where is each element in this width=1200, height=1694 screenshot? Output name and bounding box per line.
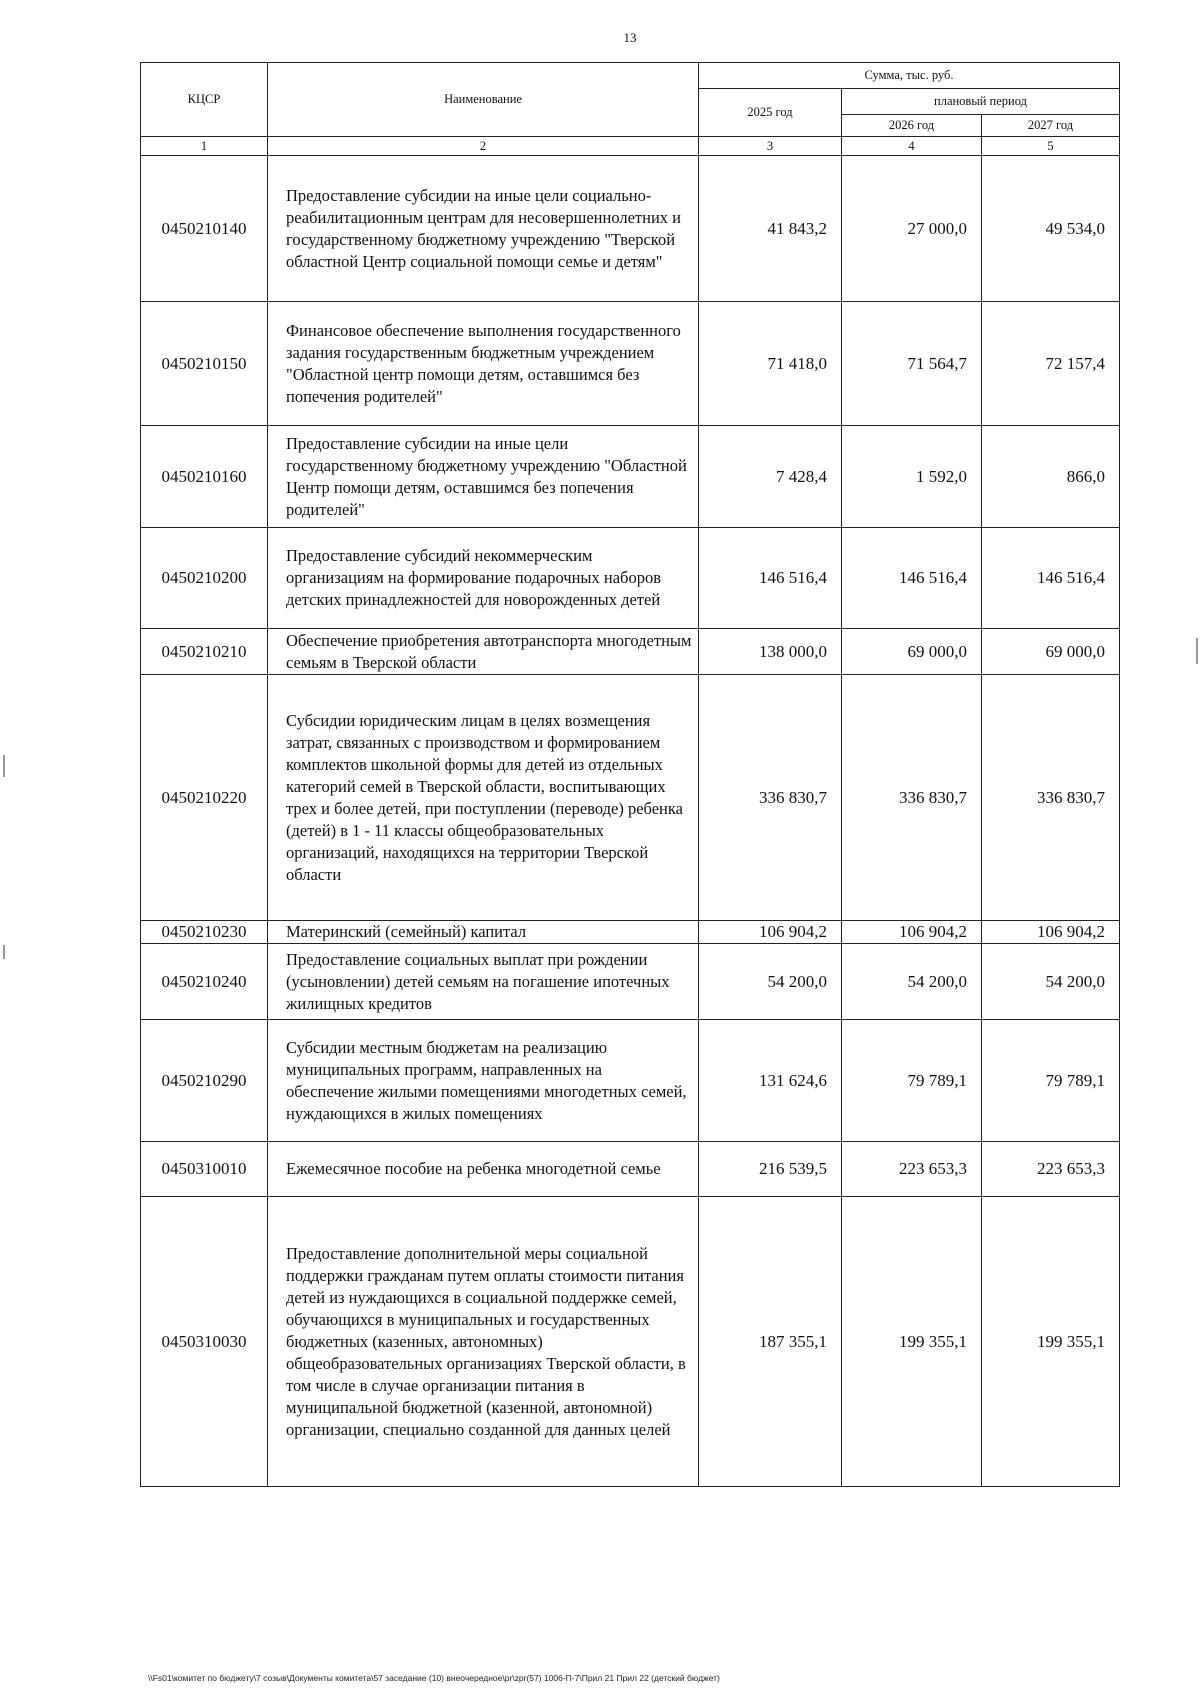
header-sum: Сумма, тыс. руб. (699, 63, 1120, 89)
row-code: 0450210140 (141, 156, 268, 302)
budget-table (140, 62, 1120, 1487)
row-code: 0450210210 (141, 629, 268, 675)
row-value-2025: 336 830,7 (699, 675, 842, 921)
row-value-2026: 146 516,4 (842, 528, 982, 629)
row-name: Субсидии местным бюджетам на реализацию муниципальных программ, направленных на обеспечение жилыми помещениями многодетных семей, нуждающихся в жилых помещениях (268, 1020, 699, 1142)
row-code: 0450210290 (141, 1020, 268, 1142)
row-value-2027: 106 904,2 (982, 921, 1120, 944)
row-value-2025: 131 624,6 (699, 1020, 842, 1142)
row-name: Предоставление субсидии на иные цели государственному бюджетному учреждению "Областной Центр помощи детям, оставшимся без попечения родителей" (268, 426, 699, 528)
row-value-2025: 7 428,4 (699, 426, 842, 528)
row-value-2025: 187 355,1 (699, 1197, 842, 1487)
row-value-2025: 216 539,5 (699, 1142, 842, 1197)
table-row (141, 675, 1120, 921)
row-value-2026: 223 653,3 (842, 1142, 982, 1197)
row-code: 0450210200 (141, 528, 268, 629)
row-value-2026: 54 200,0 (842, 944, 982, 1020)
row-value-2025: 146 516,4 (699, 528, 842, 629)
row-name: Субсидии юридическим лицам в целях возмещения затрат, связанных с производством и формированием комплектов школьной формы для детей из отдельных категорий семей в Тверской области, воспитывающих трех и более детей, при поступлении (переводе) ребенка (детей) в 1 - 11 классы общеобразовательных организаций, находящихся на территории Тверской области (268, 675, 699, 921)
column-number: 5 (982, 137, 1120, 156)
row-value-2027: 49 534,0 (982, 156, 1120, 302)
row-value-2027: 69 000,0 (982, 629, 1120, 675)
row-name: Предоставление дополнительной меры социальной поддержки гражданам путем оплаты стоимости питания детей из нуждающихся в социальной поддержке семей, обучающихся в муниципальных и государственных бюджетных (казенных, автономных) общеобразовательных организациях Тверской области, в том числе в случае организации питания в муниципальной бюджетной (казенной, автономной) организации, специально созданной для данных целей (268, 1197, 699, 1487)
row-value-2026: 199 355,1 (842, 1197, 982, 1487)
table-header (141, 63, 1120, 156)
column-number: 3 (699, 137, 842, 156)
table-row (141, 156, 1120, 302)
column-number: 2 (268, 137, 699, 156)
column-number: 1 (141, 137, 268, 156)
table-row (141, 1142, 1120, 1197)
row-value-2025: 41 843,2 (699, 156, 842, 302)
scan-artifact (3, 945, 5, 959)
row-value-2026: 336 830,7 (842, 675, 982, 921)
row-value-2027: 199 355,1 (982, 1197, 1120, 1487)
row-name: Обеспечение приобретения автотранспорта многодетным семьям в Тверской области (268, 629, 699, 675)
scan-artifact (3, 755, 5, 777)
header-kcsr: КЦСР (141, 63, 268, 137)
row-value-2027: 866,0 (982, 426, 1120, 528)
row-value-2026: 106 904,2 (842, 921, 982, 944)
row-value-2026: 69 000,0 (842, 629, 982, 675)
row-name: Предоставление субсидий некоммерческим организациям на формирование подарочных наборов детских принадлежностей для новорожденных детей (268, 528, 699, 629)
row-value-2025: 71 418,0 (699, 302, 842, 426)
header-year-2027: 2027 год (982, 115, 1120, 137)
row-name: Материнский (семейный) капитал (268, 921, 699, 944)
row-name: Предоставление субсидии на иные цели социально-реабилитационным центрам для несовершеннолетних и государственному бюджетному учреждению "Тверской областной Центр социальной помощи семье и детям" (268, 156, 699, 302)
row-code: 0450210240 (141, 944, 268, 1020)
header-year-2026: 2026 год (842, 115, 982, 137)
row-value-2025: 138 000,0 (699, 629, 842, 675)
row-value-2026: 1 592,0 (842, 426, 982, 528)
row-code: 0450310010 (141, 1142, 268, 1197)
row-value-2027: 336 830,7 (982, 675, 1120, 921)
row-value-2027: 54 200,0 (982, 944, 1120, 1020)
header-year-2025: 2025 год (699, 89, 842, 137)
row-value-2027: 146 516,4 (982, 528, 1120, 629)
row-code: 0450310030 (141, 1197, 268, 1487)
table-row (141, 426, 1120, 528)
header-name: Наименование (268, 63, 699, 137)
row-value-2027: 79 789,1 (982, 1020, 1120, 1142)
header-planning-period: плановый период (842, 89, 1120, 115)
row-code: 0450210150 (141, 302, 268, 426)
table-row (141, 629, 1120, 675)
row-name: Финансовое обеспечение выполнения государственного задания государственным бюджетным учреждением "Областной центр помощи детям, оставшимся без попечения родителей" (268, 302, 699, 426)
row-value-2026: 71 564,7 (842, 302, 982, 426)
row-value-2027: 72 157,4 (982, 302, 1120, 426)
scan-artifact (1196, 638, 1198, 664)
row-value-2025: 106 904,2 (699, 921, 842, 944)
row-name: Предоставление социальных выплат при рождении (усыновлении) детей семьям на погашение ипотечных жилищных кредитов (268, 944, 699, 1020)
row-code: 0450210160 (141, 426, 268, 528)
row-code: 0450210220 (141, 675, 268, 921)
table-row (141, 302, 1120, 426)
row-code: 0450210230 (141, 921, 268, 944)
table-body (141, 156, 1120, 1487)
file-path-footer: \\Fs01\комитет по бюджету\7 созыв\Документы комитета\57 заседание (10) внеочередное\pr\zpr(57) 1006-П-7\Прил 21 Прил 22 (детский бюджет) (148, 1673, 720, 1683)
table-row (141, 921, 1120, 944)
column-number-row (141, 137, 1120, 156)
row-value-2025: 54 200,0 (699, 944, 842, 1020)
table-row (141, 1197, 1120, 1487)
row-name: Ежемесячное пособие на ребенка многодетной семье (268, 1142, 699, 1197)
table-row (141, 528, 1120, 629)
page-number: 13 (623, 30, 637, 45)
row-value-2027: 223 653,3 (982, 1142, 1120, 1197)
row-value-2026: 79 789,1 (842, 1020, 982, 1142)
table-row (141, 1020, 1120, 1142)
column-number: 4 (842, 137, 982, 156)
row-value-2026: 27 000,0 (842, 156, 982, 302)
table-row (141, 944, 1120, 1020)
